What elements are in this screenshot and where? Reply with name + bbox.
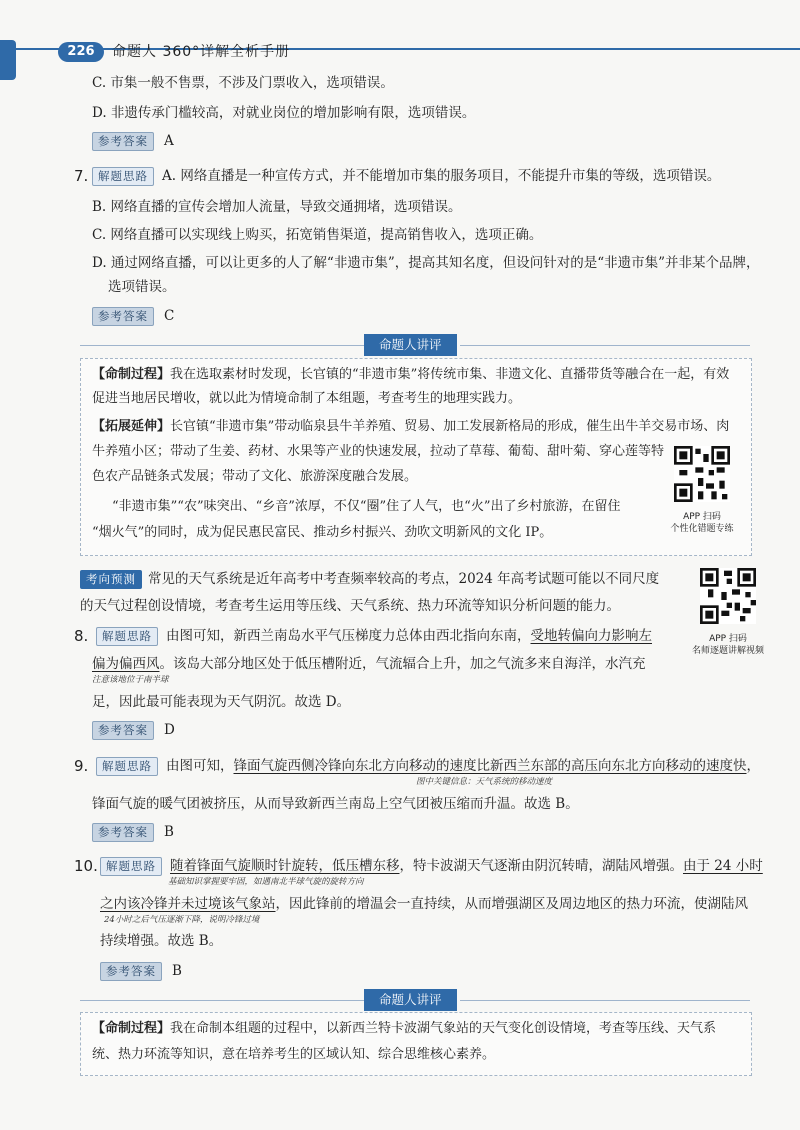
thinking-tag: 解题思路 bbox=[92, 167, 154, 186]
question-number-8: 8. bbox=[74, 627, 89, 645]
q8-line1 bbox=[166, 627, 652, 645]
q8-handwritten-note: 注意该地位于南半球 bbox=[92, 675, 169, 685]
q10-line1-underlined: 随着锋面气旋顺时针旋转，低压槽东移 bbox=[170, 858, 400, 874]
commentary-process-line1 bbox=[92, 366, 729, 384]
commentary-text: 我在命制本组题的过程中，以新西兰特卡波湖气象站的天气变化创设情境，考查等压线、天气系 bbox=[170, 1021, 717, 1036]
q7-option-c: C. 网络直播可以实现线上购买，拓宽销售渠道，提高销售收入，选项正确。 bbox=[92, 227, 543, 243]
q9-line2: 锋面气旋的暖气团被挤压，从而导致新西兰南岛上空气团被压缩而升温。故选 B。 bbox=[92, 796, 579, 812]
banner-rule-left bbox=[80, 1000, 370, 1001]
q7-option-d-line2: 选项错误。 bbox=[108, 279, 176, 295]
commentary-extension-line2: 牛养殖小区；带动了生姜、药材、水果等产业的快速发展，拉动了草莓、葡萄、甜叶菊、穿心莲等特 bbox=[92, 444, 665, 459]
q8-line1-text: 由图可知，新西兰南岛水平气压梯度力总体由西北指向东南， bbox=[166, 628, 531, 644]
commentary-process-line2: 促进当地居民增收，就以此为情境命制了本组题，考查考生的地理实践力。 bbox=[92, 391, 522, 406]
q10-handwritten-note-1: 基础知识掌握要牢固，如遇南北半球气旋的旋转方向 bbox=[168, 877, 364, 887]
q9-line1-underlined: 锋面气旋西侧冷锋向东北方向移动的速度比新西兰东部的高压向东北方向移动的速度快 bbox=[233, 758, 747, 774]
commentary-process-line1 bbox=[92, 1020, 716, 1038]
answer-tag: 参考答案 bbox=[92, 823, 154, 842]
banner-rule-right bbox=[460, 1000, 750, 1001]
question-number-10: 10. bbox=[74, 857, 98, 875]
thinking-tag: 解题思路 bbox=[96, 627, 158, 646]
answer-q9: B bbox=[164, 824, 174, 840]
answer-q7: C bbox=[164, 308, 175, 324]
q6-option-d: D. 非遗传承门槛较高，对就业岗位的增加影响有限，选项错误。 bbox=[92, 105, 476, 121]
question-number-7: 7. bbox=[74, 167, 89, 185]
answer-tag: 参考答案 bbox=[92, 307, 154, 326]
commentary-label: 【命制过程】 bbox=[92, 1021, 171, 1036]
q7-option-b: B. 网络直播的宣传会增加人流量，导致交通拥堵，选项错误。 bbox=[92, 199, 462, 215]
q9-line1-end: ， bbox=[746, 758, 760, 774]
predict-line1: 常见的天气系统是近年高考中考查频率较高的考点，2024 年高考试题可能以不同尺度 bbox=[148, 571, 660, 587]
thinking-tag: 解题思路 bbox=[96, 757, 158, 776]
qr-caption-1-line2: 个性化错题专练 bbox=[670, 524, 734, 534]
q7-option-d-line1: D. 通过网络直播，可以让更多的人了解“非遗市集”，提高其知名度，但设问针对的是“非遗市集”并非某个品牌， bbox=[92, 255, 760, 271]
qr-caption-2-line1: APP 扫码 bbox=[709, 634, 747, 644]
q10-line2-text: ，因此锋前的增温会一直持续，从而增强湖区及周边地区的热力环流，使湖陆风 bbox=[275, 896, 748, 912]
question-number-9: 9. bbox=[74, 757, 89, 775]
commentary-extension-line1 bbox=[92, 418, 729, 436]
answer-q10: B bbox=[172, 963, 182, 979]
qr-caption-2-line2: 名师逐题讲解视频 bbox=[691, 646, 764, 656]
q10-line1-text: ，特卡波湖天气逐渐由阴沉转晴，湖陆风增强。 bbox=[399, 858, 683, 874]
commentary-banner: 命题人讲评 bbox=[364, 334, 457, 356]
q10-handwritten-note-2: 24小时之后气压逐渐下降，说明冷锋过境 bbox=[104, 915, 260, 925]
q9-line1-text: 由图可知， bbox=[166, 758, 234, 774]
q8-line3: 足，因此最可能表现为天气阴沉。故选 D。 bbox=[92, 694, 351, 710]
q9-line1 bbox=[166, 757, 760, 775]
commentary-extension-line4: “非遗市集”“农”味突出、“乡音”浓厚，不仅“圈”住了人气，也“火”出了乡村旅游，在留住 bbox=[112, 499, 621, 514]
q10-line2 bbox=[100, 895, 748, 913]
commentary-text: 我在选取素材时发现，长官镇的“非遗市集”将传统市集、非遗文化、直播带货等融合在一起，有效 bbox=[170, 367, 730, 382]
q10-line2-underlined: 之内该冷锋并未过境该气象站 bbox=[100, 896, 276, 912]
page-number: 226 bbox=[58, 42, 104, 62]
q10-line1 bbox=[170, 857, 763, 875]
q8-line2 bbox=[92, 655, 646, 673]
qr-caption-1-line1: APP 扫码 bbox=[683, 512, 721, 522]
answer-tag: 参考答案 bbox=[92, 721, 154, 740]
q9-handwritten-note: 图中关键信息：天气系统的移动速度 bbox=[416, 777, 553, 787]
answer-q8: D bbox=[164, 722, 175, 738]
spine-tab bbox=[0, 40, 16, 80]
commentary-process-line2: 统、热力环流等知识，意在培养考生的区域认知、综合思维核心素养。 bbox=[92, 1047, 496, 1062]
q7-option-a: A. 网络直播是一种宣传方式，并不能增加市集的服务项目，不能提升市集的等级，选项错误。 bbox=[162, 168, 721, 184]
banner-rule-right bbox=[460, 345, 750, 346]
qr-code-icon[interactable] bbox=[700, 568, 756, 624]
answer-tag: 参考答案 bbox=[100, 962, 162, 981]
predict-tag: 考向预测 bbox=[80, 570, 142, 589]
banner-rule-left bbox=[80, 345, 370, 346]
commentary-label: 【拓展延伸】 bbox=[92, 419, 171, 434]
commentary-extension-line3: 色农产品链条式发展；带动了文化、旅游深度融合发展。 bbox=[92, 469, 418, 484]
predict-line2: 的天气过程创设情境，考查考生运用等压线、天气系统、热力环流等知识分析问题的能力。 bbox=[80, 598, 620, 614]
qr-code-icon[interactable] bbox=[674, 446, 730, 502]
answer-tag: 参考答案 bbox=[92, 132, 154, 151]
q10-line3: 持续增强。故选 B。 bbox=[100, 933, 223, 949]
q6-option-c: C. 市集一般不售票，不涉及门票收入，选项错误。 bbox=[92, 75, 394, 91]
q10-line1-underlined-2: 由于 24 小时 bbox=[683, 858, 763, 874]
q8-line2-text: 。该岛大部分地区处于低压槽附近，气流辐合上升，加之气流多来自海洋，水汽充 bbox=[159, 656, 646, 672]
answer-q6: A bbox=[164, 133, 174, 149]
commentary-text: 长官镇“非遗市集”带动临泉县牛羊养殖、贸易、加工发展新格局的形成，催生出牛羊交易市场、肉 bbox=[170, 419, 730, 434]
book-title: 命题人 360°详解全析手册 bbox=[112, 44, 291, 60]
commentary-label: 【命制过程】 bbox=[92, 367, 171, 382]
commentary-extension-line5: “烟火气”的同时，成为促民惠民富民、推动乡村振兴、劲吹文明新风的文化 IP。 bbox=[92, 525, 553, 540]
commentary-banner: 命题人讲评 bbox=[364, 989, 457, 1011]
thinking-tag: 解题思路 bbox=[100, 857, 162, 876]
q8-line1-underlined: 受地转偏向力影响左 bbox=[530, 628, 652, 644]
q8-line2-underlined: 偏为偏西风 bbox=[92, 656, 160, 672]
